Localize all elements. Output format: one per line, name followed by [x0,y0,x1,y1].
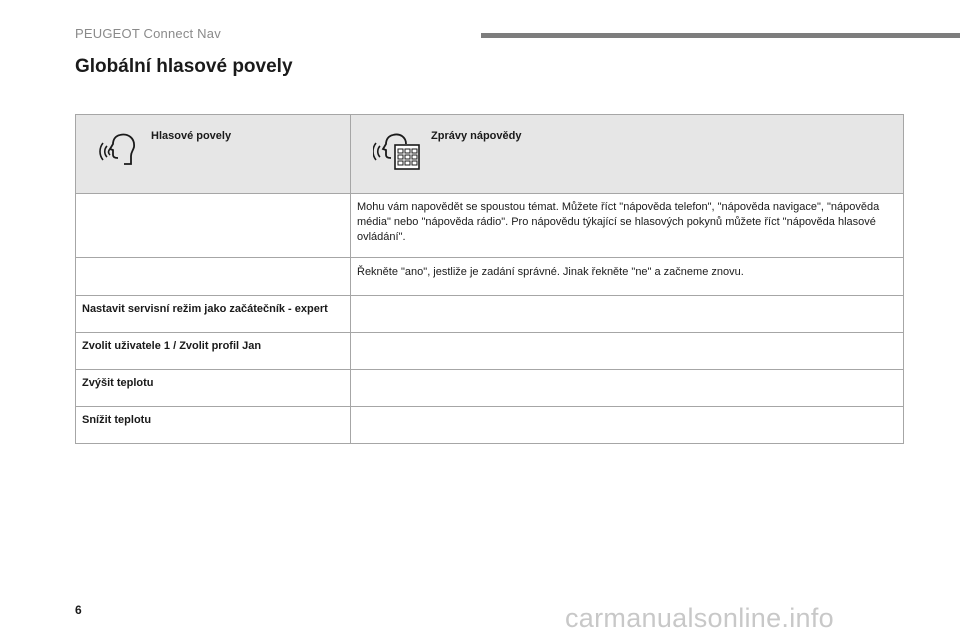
help-cell [351,407,904,444]
command-cell: Nastavit servisní režim jako začátečník - expert [76,296,351,333]
command-cell [76,194,351,258]
header-divider-bar [481,33,960,38]
page-title: Globální hlasové povely [75,56,293,77]
help-cell [351,296,904,333]
command-cell [76,258,351,296]
col-header-help [351,115,904,194]
voice-commands-table [75,114,904,444]
command-cell: Zvýšit teplotu [76,370,351,407]
help-cell: Mohu vám napovědět se spoustou témat. Můžete říct "nápověda telefon", "nápověda navigace", "nápověda média" nebo "nápověda rádio". Pro nápovědu týkající se hlasových pokynů můžete říct "nápověda hlasové ovládání". [351,194,904,258]
page-number: 6 [75,603,82,617]
col-header-commands-label: Hlasové povely [151,130,232,142]
voice-command-icon [98,129,138,172]
help-cell [351,333,904,370]
command-cell: Snížit teplotu [76,407,351,444]
table-row [76,333,904,370]
help-cell [351,370,904,407]
table-row [76,258,904,296]
col-header-help-label: Zprávy nápovědy [431,130,522,142]
table-row [76,370,904,407]
table-header-row [76,115,904,194]
table-row [76,296,904,333]
command-cell: Zvolit uživatele 1 / Zvolit profil Jan [76,333,351,370]
help-cell: Řekněte "ano", jestliže je zadání správné. Jinak řekněte "ne" a začneme znovu. [351,258,904,296]
table-row [76,194,904,258]
brand-header: PEUGEOT Connect Nav [75,26,221,41]
voice-help-keypad-icon [373,129,421,176]
table-row [76,407,904,444]
col-header-commands [76,115,351,194]
watermark: carmanualsonline.info [565,603,834,633]
